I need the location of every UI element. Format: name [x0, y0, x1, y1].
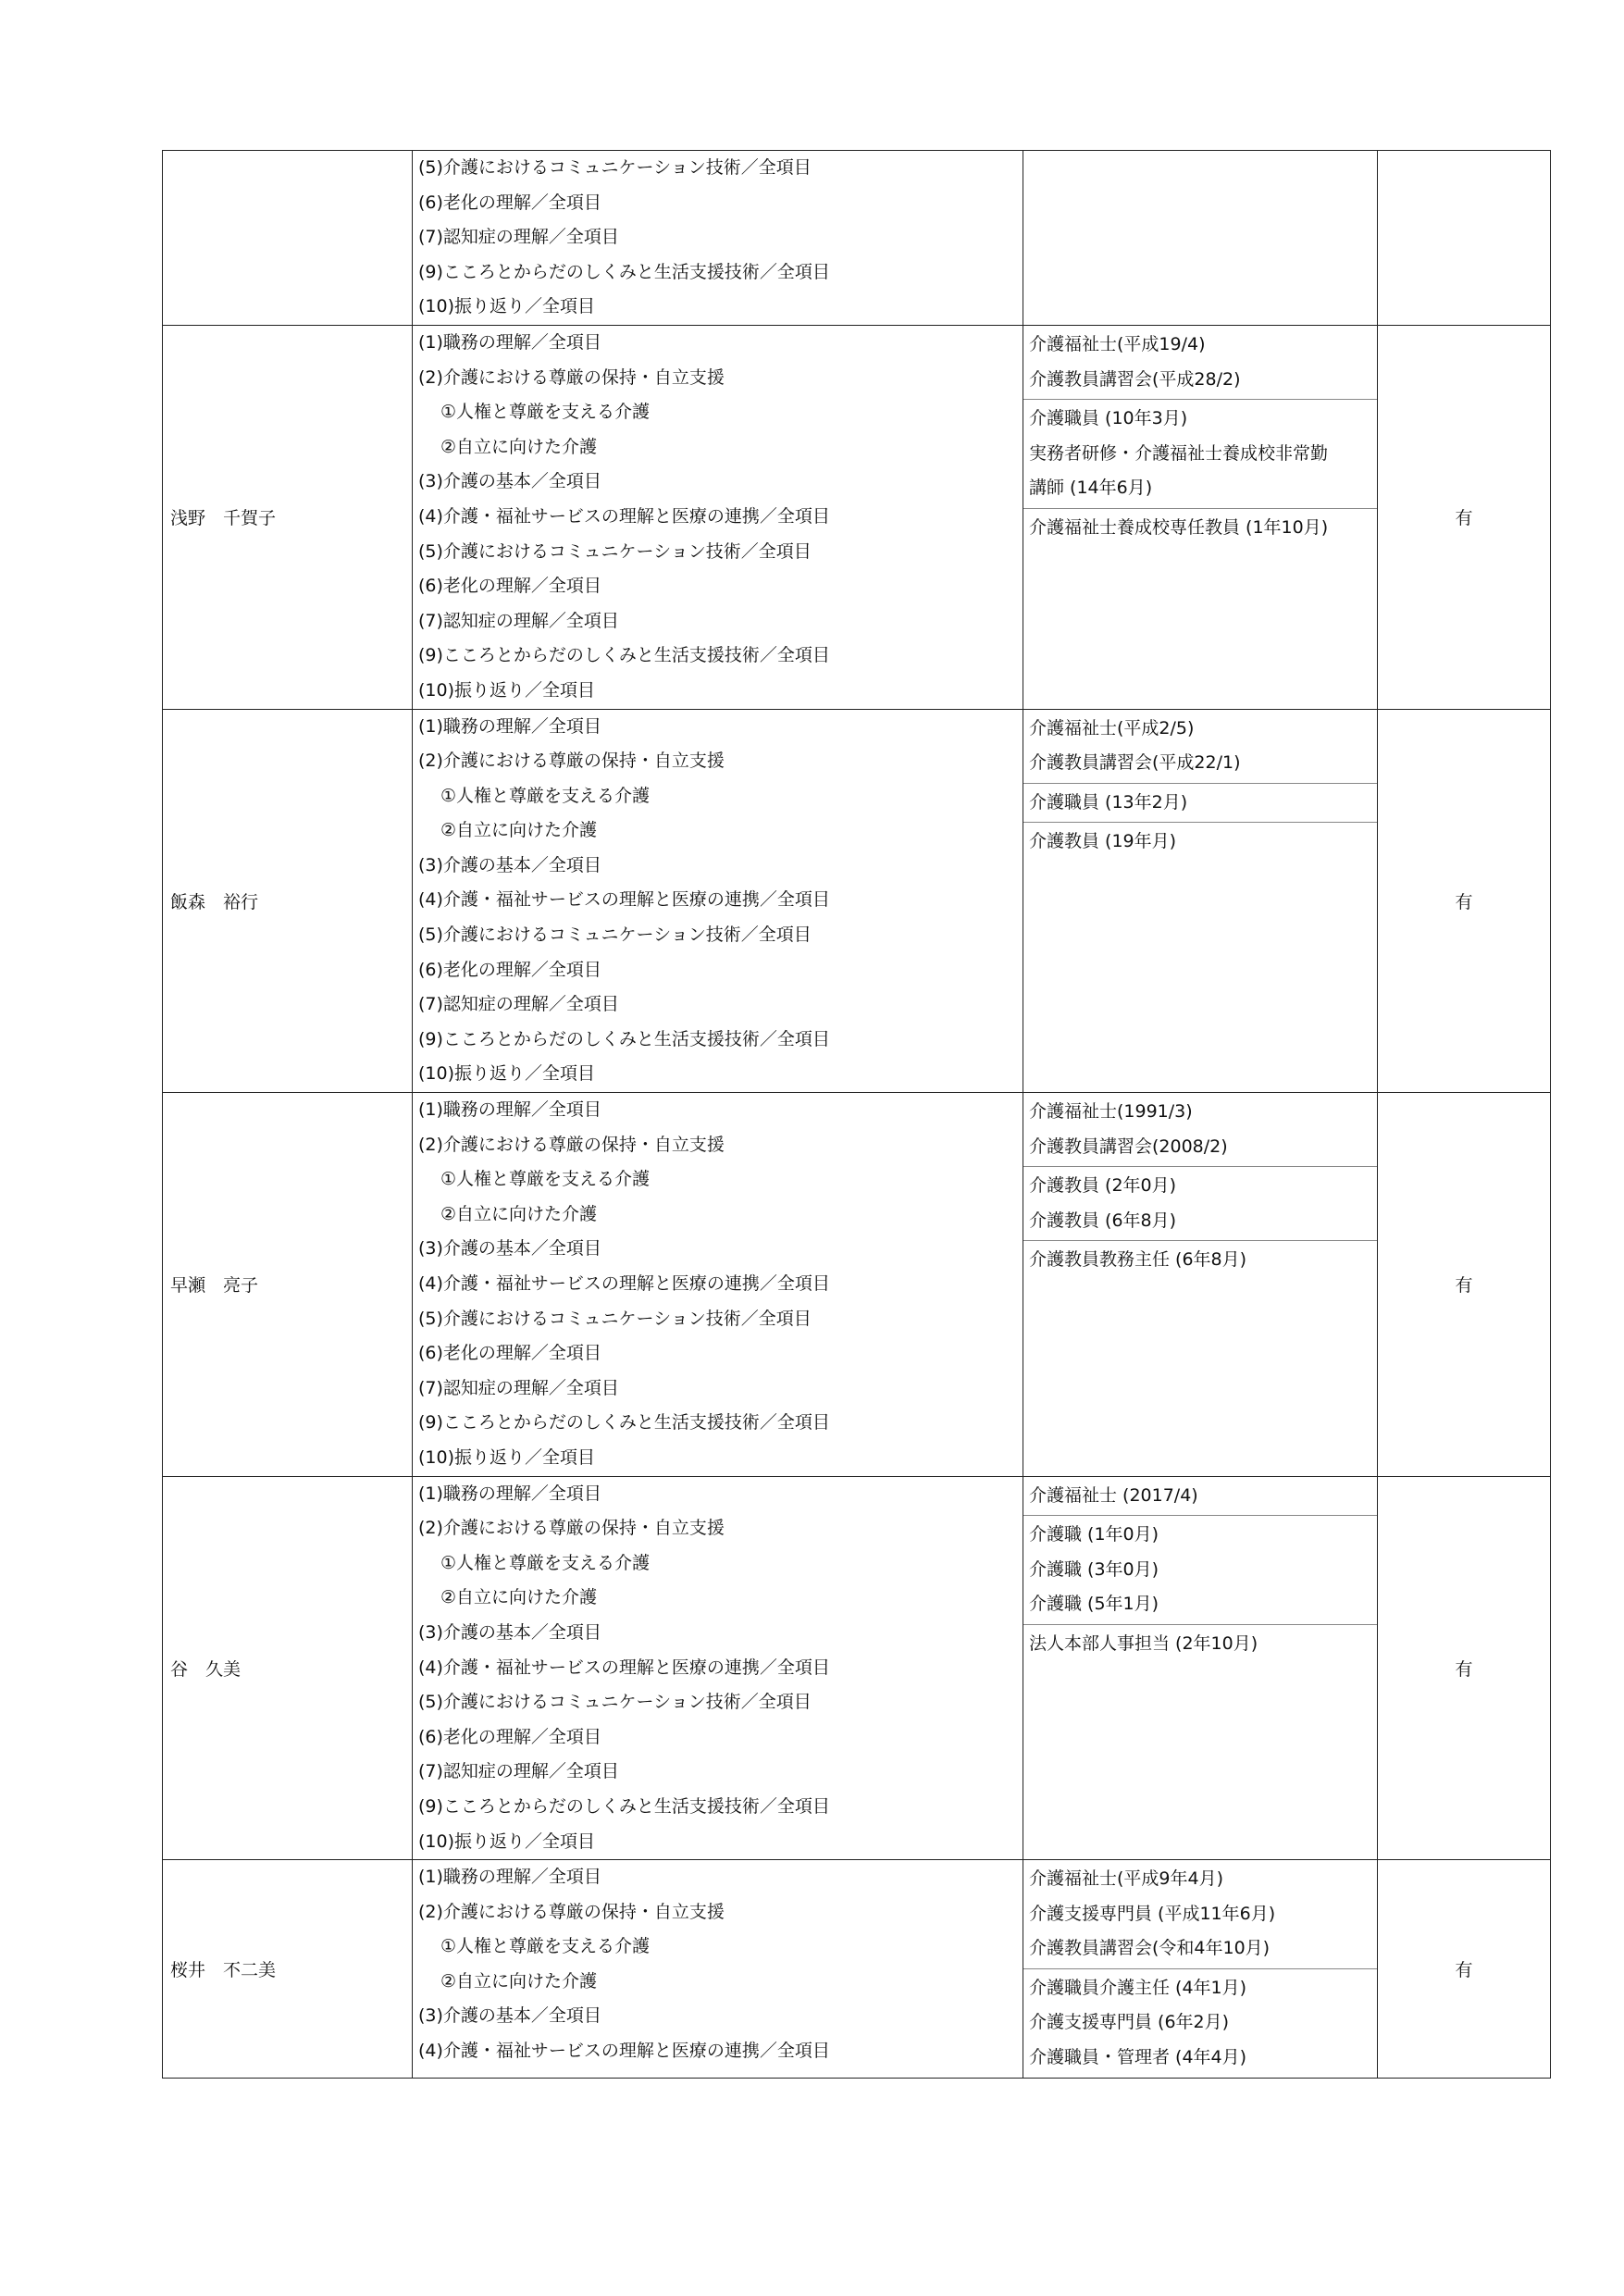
instructor-name: 桜井 不二美 — [163, 1860, 413, 2079]
instructor-table-page — [162, 150, 1550, 2079]
subject-item: (1)職務の理解／全項目 — [418, 1867, 601, 1888]
instructor-name: 早瀬 亮子 — [163, 1093, 413, 1477]
subject-item: (9)こころとからだのしくみと生活支援技術／全項目 — [418, 645, 830, 666]
subject-item: (4)介護・福祉サービスの理解と医療の連携／全項目 — [418, 505, 830, 527]
instructor-name: 飯森 裕行 — [163, 709, 413, 1093]
qualification-group — [1023, 1860, 1377, 1969]
subject-item: (3)介護の基本／全項目 — [418, 1238, 601, 1260]
qualification-item: 介護職 (5年1月) — [1029, 1594, 1159, 1615]
qualification-item: 介護教員 (6年8月) — [1029, 1210, 1177, 1231]
subject-item: (5)介護におけるコミュニケーション技術／全項目 — [418, 925, 812, 946]
subject-item: (7)認知症の理解／全項目 — [418, 610, 619, 631]
qualification-list — [1023, 709, 1378, 1093]
qualification-item: 介護職 (1年0月) — [1029, 1524, 1159, 1545]
qualification-group — [1023, 509, 1377, 548]
table-row — [163, 151, 1551, 326]
qualification-item: 介護支援専門員 (平成11年6月) — [1029, 1903, 1276, 1924]
instructor-table — [162, 150, 1551, 2079]
availability-flag: 有 — [1378, 1476, 1551, 1860]
qualification-item: 介護教員講習会(平成22/1) — [1029, 752, 1241, 774]
subject-item: ②自立に向けた介護 — [440, 436, 598, 457]
subject-item: (4)介護・福祉サービスの理解と医療の連携／全項目 — [418, 889, 830, 911]
subject-item: (7)認知症の理解／全項目 — [418, 1377, 619, 1398]
subject-item: (5)介護におけるコミュニケーション技術／全項目 — [418, 1308, 812, 1329]
qualification-item: 介護職 (3年0月) — [1029, 1558, 1159, 1580]
qualification-list — [1023, 1476, 1378, 1860]
subject-item: (1)職務の理解／全項目 — [418, 715, 601, 737]
qualification-item: 介護職員・管理者 (4年4月) — [1029, 2047, 1247, 2068]
subject-item: (2)介護における尊厳の保持・自立支援 — [418, 751, 725, 772]
subject-list — [413, 1093, 1023, 1477]
table-row — [163, 1860, 1551, 2079]
qualification-item: 介護福祉士(平成9年4月) — [1029, 1868, 1224, 1890]
table-row — [163, 1093, 1551, 1477]
table-row — [163, 1476, 1551, 1860]
qualification-item: 介護教員講習会(2008/2) — [1029, 1136, 1228, 1157]
subject-item: (5)介護におけるコミュニケーション技術／全項目 — [418, 157, 812, 178]
qualification-group — [1023, 823, 1377, 862]
subject-item: (9)こころとからだのしくみと生活支援技術／全項目 — [418, 1795, 830, 1817]
qualification-group — [1023, 400, 1377, 509]
subject-item: (7)認知症の理解／全項目 — [418, 994, 619, 1015]
qualification-item: 実務者研修・介護福祉士養成校非常勤 — [1029, 442, 1329, 464]
qualification-group — [1023, 784, 1377, 824]
qualification-item: 介護福祉士(1991/3) — [1029, 1101, 1193, 1123]
qualification-item: 介護福祉士(平成19/4) — [1029, 333, 1206, 354]
subject-item: (10)振り返り／全項目 — [418, 679, 596, 701]
subject-item: (9)こころとからだのしくみと生活支援技術／全項目 — [418, 1028, 830, 1049]
subject-item: (1)職務の理解／全項目 — [418, 1099, 601, 1121]
subject-list — [413, 151, 1023, 326]
subject-item: ①人権と尊厳を支える介護 — [440, 402, 651, 423]
subject-item: ①人権と尊厳を支える介護 — [440, 1552, 651, 1573]
qualification-list — [1023, 151, 1378, 326]
subject-item: (3)介護の基本／全項目 — [418, 854, 601, 875]
qualification-list — [1023, 325, 1378, 709]
subject-item: (5)介護におけるコミュニケーション技術／全項目 — [418, 540, 812, 562]
subject-item: (7)認知症の理解／全項目 — [418, 227, 619, 248]
subject-item: (6)老化の理解／全項目 — [418, 1726, 601, 1747]
qualification-item: 講師 (14年6月) — [1029, 478, 1153, 499]
subject-item: (10)振り返り／全項目 — [418, 296, 596, 317]
subject-item: (3)介護の基本／全項目 — [418, 2005, 601, 2027]
qualification-item: 介護職員 (13年2月) — [1029, 791, 1188, 813]
subject-item: (2)介護における尊厳の保持・自立支援 — [418, 1134, 725, 1155]
subject-item: (6)老化の理解／全項目 — [418, 959, 601, 980]
subject-item: (7)認知症の理解／全項目 — [418, 1761, 619, 1782]
qualification-group — [1023, 1969, 1377, 2078]
subject-item: (3)介護の基本／全項目 — [418, 1621, 601, 1643]
qualification-item: 介護教員講習会(令和4年10月) — [1029, 1938, 1271, 1959]
qualification-group — [1023, 710, 1377, 784]
subject-item: (4)介護・福祉サービスの理解と医療の連携／全項目 — [418, 2041, 830, 2062]
subject-item: ②自立に向けた介護 — [440, 820, 598, 841]
instructor-name — [163, 151, 413, 326]
subject-item: (10)振り返り／全項目 — [418, 1446, 596, 1468]
qualification-item: 介護支援専門員 (6年2月) — [1029, 2012, 1230, 2033]
subject-item: (1)職務の理解／全項目 — [418, 331, 601, 353]
qualification-item: 介護教員講習会(平成28/2) — [1029, 368, 1241, 390]
qualification-item: 法人本部人事担当 (2年10月) — [1029, 1632, 1258, 1654]
qualification-group — [1023, 326, 1377, 400]
instructor-table-body — [163, 151, 1551, 2079]
subject-item: (2)介護における尊厳の保持・自立支援 — [418, 1518, 725, 1539]
subject-item: (4)介護・福祉サービスの理解と医療の連携／全項目 — [418, 1657, 830, 1678]
qualification-group — [1023, 1167, 1377, 1241]
qualification-item: 介護職員 (10年3月) — [1029, 408, 1188, 429]
subject-item: ②自立に向けた介護 — [440, 1970, 598, 1992]
subject-item: (1)職務の理解／全項目 — [418, 1483, 601, 1504]
availability-flag — [1378, 151, 1551, 326]
qualification-list — [1023, 1093, 1378, 1477]
qualification-group — [1023, 1625, 1377, 1664]
availability-flag: 有 — [1378, 1093, 1551, 1477]
subject-item: (2)介護における尊厳の保持・自立支援 — [418, 366, 725, 388]
qualification-group — [1023, 1093, 1377, 1167]
qualification-item: 介護福祉士 (2017/4) — [1029, 1484, 1198, 1506]
qualification-item: 介護教員 (2年0月) — [1029, 1175, 1177, 1197]
table-row — [163, 325, 1551, 709]
subject-item: (10)振り返り／全項目 — [418, 1831, 596, 1852]
subject-item: (2)介護における尊厳の保持・自立支援 — [418, 1901, 725, 1922]
subject-item: (4)介護・福祉サービスの理解と医療の連携／全項目 — [418, 1273, 830, 1294]
qualification-group — [1023, 1477, 1377, 1517]
subject-item: (5)介護におけるコミュニケーション技術／全項目 — [418, 1692, 812, 1713]
qualification-group — [1023, 1516, 1377, 1625]
subject-item: (9)こころとからだのしくみと生活支援技術／全項目 — [418, 1412, 830, 1433]
qualification-group — [1023, 1241, 1377, 1280]
availability-flag: 有 — [1378, 1860, 1551, 2079]
subject-list — [413, 325, 1023, 709]
subject-list — [413, 709, 1023, 1093]
subject-item: ①人権と尊厳を支える介護 — [440, 1169, 651, 1190]
subject-item: ①人権と尊厳を支える介護 — [440, 785, 651, 806]
instructor-name: 浅野 千賀子 — [163, 325, 413, 709]
subject-item: (6)老化の理解／全項目 — [418, 192, 601, 213]
availability-flag: 有 — [1378, 325, 1551, 709]
subject-item: (10)振り返り／全項目 — [418, 1063, 596, 1085]
qualification-item: 介護福祉士(平成2/5) — [1029, 717, 1195, 738]
availability-flag: 有 — [1378, 709, 1551, 1093]
subject-item: (3)介護の基本／全項目 — [418, 471, 601, 492]
subject-item: ①人権と尊厳を支える介護 — [440, 1936, 651, 1957]
instructor-name: 谷 久美 — [163, 1476, 413, 1860]
subject-list — [413, 1860, 1023, 2079]
table-row — [163, 709, 1551, 1093]
qualification-item: 介護福祉士養成校専任教員 (1年10月) — [1029, 516, 1329, 538]
subject-item: ②自立に向けた介護 — [440, 1203, 598, 1224]
subject-list — [413, 1476, 1023, 1860]
subject-item: (6)老化の理解／全項目 — [418, 1343, 601, 1364]
subject-item: (6)老化の理解／全項目 — [418, 576, 601, 597]
qualification-item: 介護教員 (19年月) — [1029, 831, 1177, 852]
qualification-item: 介護職員介護主任 (4年1月) — [1029, 1977, 1247, 1998]
qualification-item: 介護教員教務主任 (6年8月) — [1029, 1249, 1247, 1271]
subject-item: (9)こころとからだのしくみと生活支援技術／全項目 — [418, 261, 830, 282]
qualification-list — [1023, 1860, 1378, 2079]
subject-item: ②自立に向けた介護 — [440, 1587, 598, 1608]
